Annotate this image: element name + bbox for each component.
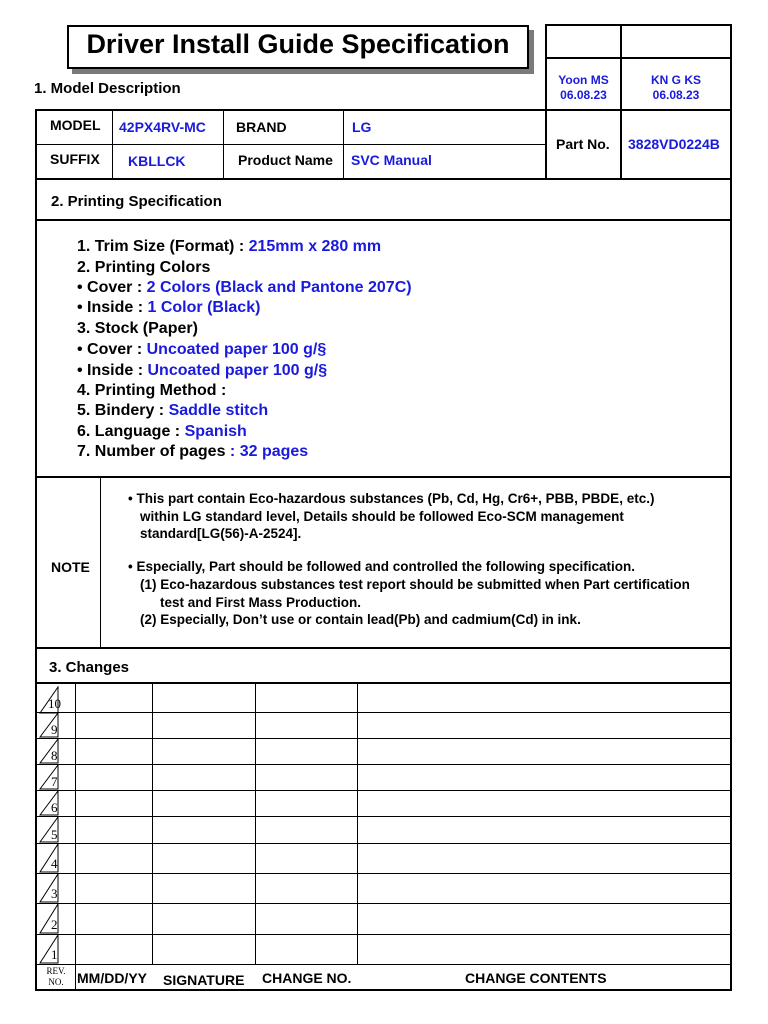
spec-number-of-pages: 7. Number of pages : 32 pages xyxy=(77,443,309,460)
col-change-no: CHANGE NO. xyxy=(262,970,352,986)
signature-1 xyxy=(547,73,620,103)
suffix-value: KBLLCK xyxy=(128,153,186,169)
rev-triangle-icon: 6 xyxy=(38,790,74,818)
brand-value: LG xyxy=(352,119,372,135)
note-line: (1) Eco-hazardous substances test report should be submitted when Part certification xyxy=(140,577,690,592)
rev-triangle-icon: 1 xyxy=(38,934,74,962)
signature-1-date: 06.08.23 xyxy=(560,88,607,102)
rev-triangle-icon: 9 xyxy=(38,712,74,740)
spec-stock: 3. Stock (Paper) xyxy=(77,320,198,337)
rev-triangle-icon: 3 xyxy=(38,873,74,901)
rev-triangle-icon: 2 xyxy=(38,903,74,931)
section3-heading: 3. Changes xyxy=(49,659,130,676)
spec-inside-paper: • Inside : Uncoated paper 100 g/§ xyxy=(77,362,328,379)
spec-trim-size: 1. Trim Size (Format) : 215mm x 280 mm xyxy=(77,238,382,255)
spec-bindery: 5. Bindery : Saddle stitch xyxy=(77,402,269,419)
rev-no-label: REV. NO. xyxy=(46,966,66,987)
note-line: standard[LG(56)-A-2524]. xyxy=(140,526,302,541)
note-line: • Especially, Part should be followed and controlled the following specification. xyxy=(128,559,636,574)
spec-printing-colors: 2. Printing Colors xyxy=(77,259,211,276)
section2-heading: 2. Printing Specification xyxy=(51,193,222,210)
model-label: MODEL xyxy=(50,117,101,133)
brand-label: BRAND xyxy=(236,119,287,135)
rev-triangle-icon: 4 xyxy=(38,843,74,871)
rev-triangle-icon: 10 xyxy=(38,686,74,714)
spec-inside-colors: • Inside : 1 Color (Black) xyxy=(77,299,261,316)
col-date: MM/DD/YY xyxy=(77,970,147,986)
signature-2 xyxy=(622,73,730,103)
title-box xyxy=(67,25,529,69)
note-line: (2) Especially, Don’t use or contain lead(Pb) and cadmium(Cd) in ink. xyxy=(140,612,581,627)
product-name-label: Product Name xyxy=(238,152,333,168)
page-title: Driver Install Guide Specification xyxy=(86,29,510,59)
signature-2-name: KN G KS xyxy=(650,73,701,87)
rev-triangle-icon: 5 xyxy=(38,816,74,844)
col-change-contents: CHANGE CONTENTS xyxy=(465,970,607,986)
signature-1-name: Yoon MS xyxy=(558,73,609,87)
spec-cover-paper: • Cover : Uncoated paper 100 g/§ xyxy=(77,341,327,358)
section1-heading: 1. Model Description xyxy=(34,80,181,97)
spec-printing-method: 4. Printing Method : xyxy=(77,382,227,399)
model-value: 42PX4RV-MC xyxy=(119,119,206,135)
rev-triangle-icon: 8 xyxy=(38,738,74,766)
note-line: within LG standard level, Details should be followed Eco-SCM management xyxy=(140,509,624,524)
note-line: test and First Mass Production. xyxy=(160,595,362,610)
part-no-label: Part No. xyxy=(556,136,610,152)
col-signature: SIGNATURE xyxy=(163,972,245,988)
product-name-value: SVC Manual xyxy=(351,152,432,168)
note-label: NOTE xyxy=(51,559,90,575)
signature-2-date: 06.08.23 xyxy=(652,88,700,102)
part-no-value: 3828VD0224B xyxy=(628,136,720,152)
rev-triangle-icon: 7 xyxy=(38,764,74,792)
note-line: • This part contain Eco-hazardous substances (Pb, Cd, Hg, Cr6+, PBB, PBDE, etc.) xyxy=(128,491,655,506)
suffix-label: SUFFIX xyxy=(50,151,100,167)
spec-cover-colors: • Cover : 2 Colors (Black and Pantone 207C) xyxy=(77,279,412,296)
spec-language: 6. Language : Spanish xyxy=(77,423,247,440)
